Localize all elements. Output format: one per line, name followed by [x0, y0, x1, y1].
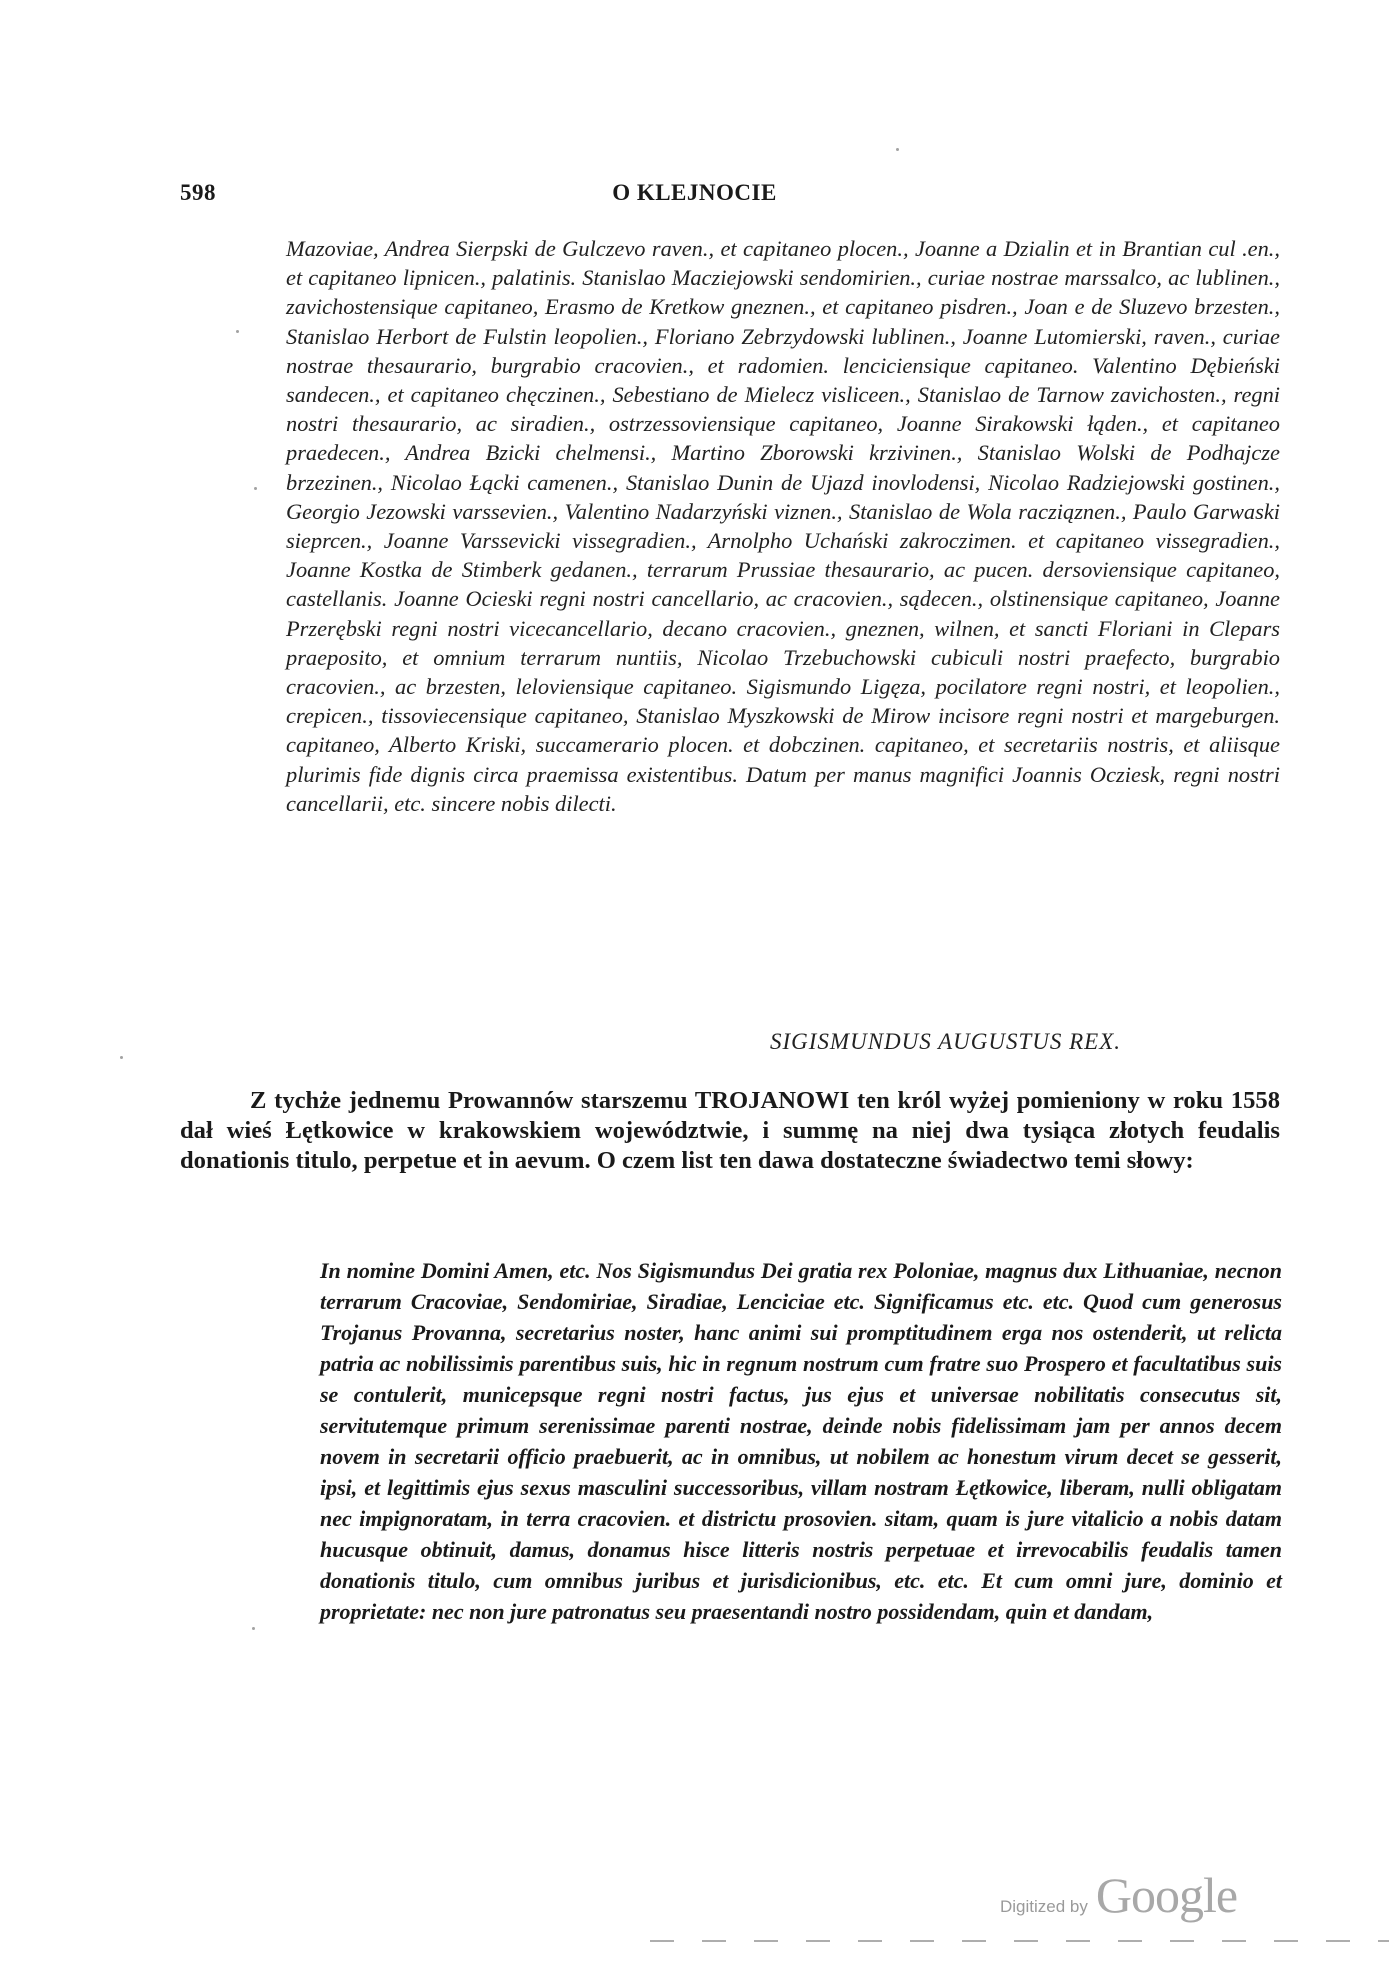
scan-speck: [896, 148, 899, 151]
google-logo: Google: [1095, 1867, 1238, 1923]
charter-text: Mazoviae, Andrea Sierpski de Gulczevo raven., et capitaneo plocen., Joanne a Dzialin et in Brantian cul .en., et capitaneo lipnicen., palatinis. Stanislao Macziejowski sendomirien., curiae nostrae marssalco, ac lublinen., zavichostensique capitaneo, Erasmo de Kretkow gneznen., et capitaneo pisdren., Joan e de Sluzevo brzesten., Stanislao Herbort de Fulstin leopolien., Floriano Zebrzydowski lublinen., Joanne Lutomierski, raven., curiae nostrae thesaurario, burgrabio cracovien., et radomien. lenciciensique capitaneo. Valentino Dębieński sandecen., et capitaneo chęczinen., Sebestiano de Mielecz visliceen., Stanislao de Tarnow zavichosten., regni nostri thesaurario, ac siradien., ostrzessoviensique capitaneo, Joanne Sirakowski łąden., et capitaneo praedecen., Andrea Bzicki chelmensi., Martino Zborowski krzivinen., Stanislao Wolski de Podhajcze brzezinen., Nicolao Łącki camenen., Stanislao Dunin de Ujazd inovlodensi, Nicolao Radziejowski gostinen., Georgio Jezowski varssevien., Valentino Nadarzyński viznen., Stanislao de Wola racziąznen., Paulo Garwaski sieprcen., Joanne Varssevicki vissegradien., Arnolpho Uchański zakroczimen. et capitaneo vissegradien., Joanne Kostka de Stimberk gedanen., terrarum Prussiae thesaurario, ac pucen. dersoviensique capitaneo, castellanis. Joanne Ocieski regni nostri cancellario, ac cracovien., sądecen., olstinensique capitaneo, Joanne Przerębski regni nostri vicecancellario, decano cracovien., gneznen, wilnen, et sancti Floriani in Clepars praeposito, et omnium terrarum nuntiis, Nicolao Trzebuchowski cubiculi nostri praefecto, burgrabio cracovien., ac brzesten, leloviensique capitaneo. Sigismundo Ligęza, pocilatore regni nostri, et leopolien., crepicen., tissoviecensique capitaneo, Stanislao Myszkowski de Mirow incisore regni nostri et margeburgen. capitaneo, Alberto Kriski, succamerario plocen. et dobczinen. capitaneo, et secretariis nostris, et aliisque plurimis fide dignis circa praemissa existentibus. Datum per manus magnifici Joannis Ocziesk, regni nostri cancellarii, etc. sincere nobis dilecti.: [286, 236, 1280, 816]
scan-speck: [252, 1627, 255, 1630]
running-title: O KLEJNOCIE: [612, 180, 777, 205]
scan-speck: [254, 487, 257, 490]
page-number: 598: [180, 180, 216, 205]
royal-signature: SIGISMUNDUS AUGUSTUS REX.: [770, 1029, 1122, 1054]
scan-speck: [120, 1056, 123, 1059]
digitized-watermark: [1000, 1866, 1237, 1924]
scan-edge-marks: [650, 1940, 1389, 1942]
quoted-charter: In nomine Domini Amen, etc. Nos Sigismundus Dei gratia rex Poloniae, magnus dux Lithuaniae, necnon terrarum Cracoviae, Sendomiriae, Siradiae, Lenciciae etc. Significamus etc. etc. Quod cum generosus Trojanus Provanna, secretarius noster, hanc animi sui promptitudinem erga nos ostenderit, ut relicta patria ac nobilissimis parentibus suis, hic in regnum nostrum cum fratre suo Prospero et facultatibus suis se contulerit, municepsque regni nostri factus, jus ejus et universae nobilitatis consecutus sit, servitutemque primum serenissimae parenti nostrae, deinde nobis fidelissimam jam per annos decem novem in secretarii officio praebuerit, ac in omnibus, ut nobilem ac honestum virum decet se gesserit, ipsi, et legittimis ejus sexus masculini successoribus, villam nostram Łętkowice, liberam, nulli obligatam nec impignoratam, in terra cracovien. et districtu prosovien. sitam, quam is jure vitalicio a nobis datam hucusque obtinuit, damus, donamus hisce litteris nostris perpetuae et irrevocabilis feudalis tamen donationis titulo, cum omnibus juribus et jurisdicionibus, etc. etc. Et cum omni jure, dominio et proprietate: nec non jure patronatus seu praesentandi nostro possidendam, quin et dandam,: [320, 1258, 1282, 1624]
body-paragraph: Z tychże jednemu Prowannów starszemu TROJANOWI ten król wyżej pomieniony w roku 1558 dał wieś Łętkowice w krakowskiem województwie, i summę na niej dwa tysiąca złotych feudalis donationis titulo, perpetue et in aevum. O czem list ten dawa dostateczne świadectwo temi słowy:: [180, 1087, 1280, 1174]
scan-speck: [236, 330, 239, 333]
watermark-prefix: Digitized by: [1000, 1897, 1088, 1916]
